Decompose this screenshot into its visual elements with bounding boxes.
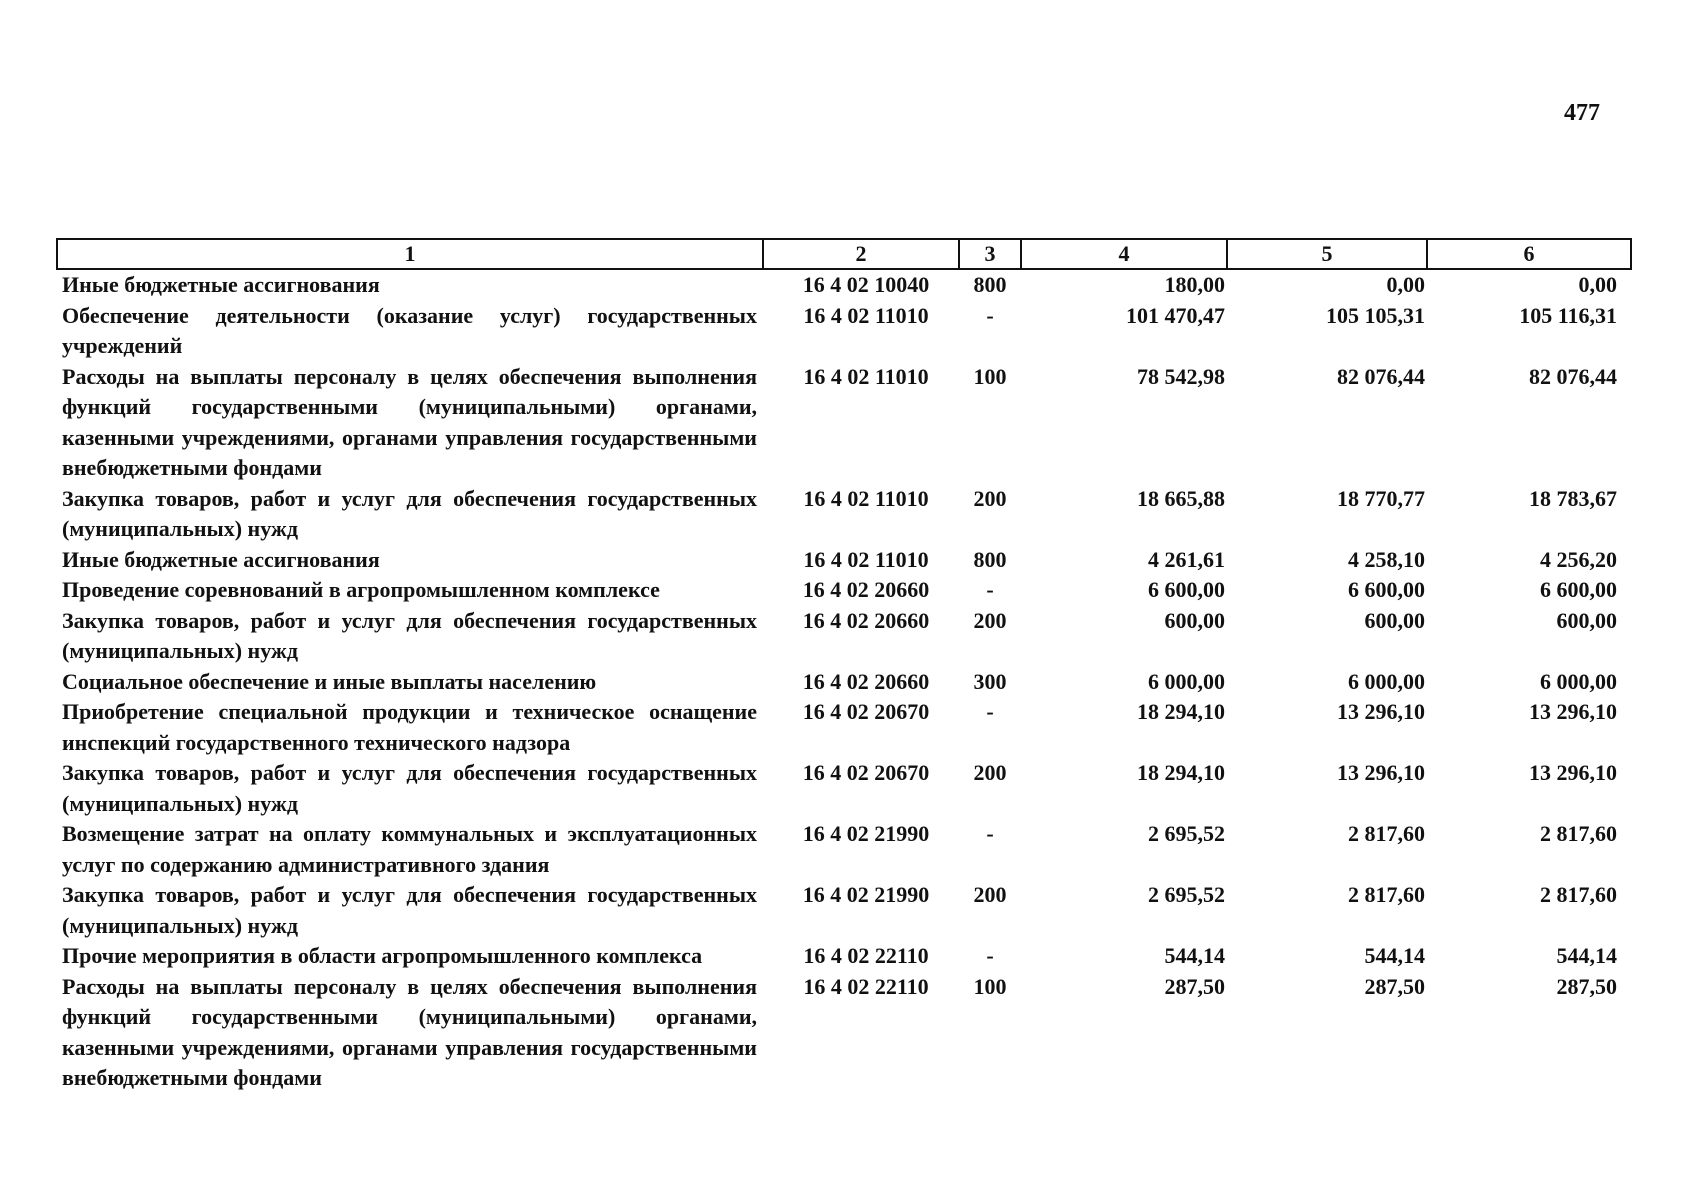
row-value-col6-cell: 544,14 (1556, 943, 1617, 968)
row-value-col4-cell: 6 000,00 (1148, 668, 1225, 694)
row-value-col6-cell: 105 116,31 (1519, 302, 1617, 328)
row-name-cell: Проведение соревнований в агропромышленном комплексе (62, 577, 660, 602)
page-number: 477 (1564, 100, 1600, 126)
row-value-col4-cell: 544,14 (1164, 943, 1225, 968)
row-name-cell: Иные бюджетные ассигнования (62, 272, 380, 297)
row-name-cell: Закупка товаров, работ и услуг для обеспечения государственных (муниципальных) нужд (62, 882, 757, 938)
table-row (57, 758, 1631, 819)
row-value-col5-cell: 6 600,00 (1348, 577, 1425, 602)
row-code-cell: 16 4 02 20670 (802, 699, 930, 724)
row-value-col5-cell: 105 105,31 (1326, 302, 1425, 328)
row-name-cell: Приобретение специальной продукции и техническое оснащение инспекций государственного технического надзора (62, 699, 757, 755)
row-code-cell: 16 4 02 11010 (803, 546, 929, 572)
row-code-cell: 16 4 02 21990 (802, 821, 930, 846)
row-value-col5-cell: 2 817,60 (1348, 882, 1425, 907)
table-row (57, 545, 1631, 576)
row-value-col5-cell: 4 258,10 (1348, 546, 1425, 572)
table-row (57, 575, 1631, 606)
header-row (57, 239, 1631, 269)
row-value-col4-cell: 101 470,47 (1126, 302, 1225, 328)
row-expense-type-cell: - (986, 821, 994, 846)
budget-table (56, 238, 1632, 1094)
row-value-col4-cell: 2 695,52 (1148, 821, 1225, 846)
row-value-col5-cell: 2 817,60 (1348, 821, 1425, 846)
table-body (57, 269, 1631, 1094)
row-expense-type-cell: 300 (973, 668, 1007, 694)
table-row (57, 941, 1631, 972)
row-expense-type-cell: - (986, 943, 994, 968)
row-value-col5-cell: 18 770,77 (1337, 485, 1425, 511)
row-name-cell: Расходы на выплаты персоналу в целях обеспечения выполнения функций государственными (муниципальными) органами, казенными учреждениями, органами управления государственными внебюджетными фондами (62, 363, 757, 480)
row-value-col6-cell: 2 817,60 (1540, 821, 1617, 846)
table-row (57, 667, 1631, 698)
row-expense-type-cell: - (986, 302, 994, 328)
row-value-col5-cell: 544,14 (1364, 943, 1425, 968)
row-expense-type-cell: 200 (973, 760, 1007, 785)
row-value-col6-cell: 4 256,20 (1540, 546, 1617, 572)
column-header-1: 1 (57, 239, 763, 269)
column-header-3: 3 (959, 239, 1021, 269)
row-value-col5-cell: 13 296,10 (1337, 699, 1425, 724)
row-code-cell: 16 4 02 21990 (802, 882, 930, 907)
row-name-cell: Иные бюджетные ассигнования (62, 546, 380, 572)
row-value-col6-cell: 82 076,44 (1529, 363, 1617, 389)
column-header-4: 4 (1021, 239, 1227, 269)
row-value-col5-cell: 287,50 (1364, 973, 1425, 999)
row-value-col5-cell: 0,00 (1386, 272, 1425, 297)
row-code-cell: 16 4 02 20660 (802, 607, 930, 633)
row-value-col6-cell: 13 296,10 (1529, 699, 1617, 724)
row-code-cell: 16 4 02 22110 (803, 943, 929, 968)
row-value-col6-cell: 18 783,67 (1529, 485, 1617, 511)
row-value-col6-cell: 6 600,00 (1540, 577, 1617, 602)
row-code-cell: 16 4 02 20670 (802, 760, 930, 785)
row-expense-type-cell: 100 (973, 973, 1007, 999)
row-expense-type-cell: 200 (973, 607, 1007, 633)
row-value-col5-cell: 82 076,44 (1337, 363, 1425, 389)
table-row (57, 819, 1631, 880)
row-name-cell: Социальное обеспечение и иные выплаты населению (62, 668, 597, 694)
row-expense-type-cell: - (986, 699, 994, 724)
row-value-col6-cell: 13 296,10 (1529, 760, 1617, 785)
row-value-col4-cell: 287,50 (1164, 973, 1225, 999)
row-value-col4-cell: 600,00 (1164, 607, 1225, 633)
row-code-cell: 16 4 02 10040 (802, 272, 930, 297)
row-value-col4-cell: 18 294,10 (1137, 760, 1225, 785)
row-code-cell: 16 4 02 22110 (803, 973, 929, 999)
row-name-cell: Закупка товаров, работ и услуг для обеспечения государственных (муниципальных) нужд (62, 485, 757, 541)
column-header-2: 2 (763, 239, 959, 269)
row-name-cell: Закупка товаров, работ и услуг для обеспечения государственных (муниципальных) нужд (62, 607, 757, 663)
row-value-col4-cell: 78 542,98 (1137, 363, 1225, 389)
column-header-6: 6 (1427, 239, 1631, 269)
row-value-col4-cell: 18 294,10 (1137, 699, 1225, 724)
table-row (57, 697, 1631, 758)
row-value-col4-cell: 6 600,00 (1148, 577, 1225, 602)
row-value-col6-cell: 0,00 (1578, 272, 1617, 297)
row-value-col5-cell: 13 296,10 (1337, 760, 1425, 785)
table-row (57, 972, 1631, 1094)
row-value-col5-cell: 6 000,00 (1348, 668, 1425, 694)
row-code-cell: 16 4 02 20660 (802, 577, 930, 602)
row-name-cell: Закупка товаров, работ и услуг для обеспечения государственных (муниципальных) нужд (62, 760, 757, 816)
row-expense-type-cell: 200 (973, 882, 1007, 907)
row-name-cell: Расходы на выплаты персоналу в целях обеспечения выполнения функций государственными (муниципальными) органами, казенными учреждениями, органами управления государственными внебюджетными фондами (62, 973, 757, 1090)
column-header-5: 5 (1227, 239, 1427, 269)
row-code-cell: 16 4 02 11010 (803, 485, 929, 511)
table-row (57, 301, 1631, 362)
row-name-cell: Прочие мероприятия в области агропромышленного комплекса (62, 943, 703, 968)
row-value-col6-cell: 6 000,00 (1540, 668, 1617, 694)
table-header (57, 239, 1631, 269)
row-name-cell: Возмещение затрат на оплату коммунальных и эксплуатационных услуг по содержанию административного здания (62, 821, 757, 877)
row-expense-type-cell: 800 (973, 546, 1007, 572)
row-code-cell: 16 4 02 11010 (803, 302, 929, 328)
row-value-col4-cell: 2 695,52 (1148, 882, 1225, 907)
row-value-col6-cell: 287,50 (1556, 973, 1617, 999)
row-value-col6-cell: 2 817,60 (1540, 882, 1617, 907)
table-row (57, 880, 1631, 941)
table-row (57, 269, 1631, 301)
row-value-col4-cell: 180,00 (1164, 272, 1225, 297)
row-value-col4-cell: 4 261,61 (1148, 546, 1225, 572)
row-value-col6-cell: 600,00 (1556, 607, 1617, 633)
row-value-col5-cell: 600,00 (1364, 607, 1425, 633)
row-expense-type-cell: 100 (973, 363, 1007, 389)
row-code-cell: 16 4 02 20660 (802, 668, 930, 694)
table-row (57, 606, 1631, 667)
row-name-cell: Обеспечение деятельности (оказание услуг) государственных учреждений (62, 302, 757, 358)
row-code-cell: 16 4 02 11010 (803, 363, 929, 389)
table-row (57, 362, 1631, 484)
row-expense-type-cell: - (986, 577, 994, 602)
row-expense-type-cell: 800 (973, 272, 1007, 297)
row-value-col4-cell: 18 665,88 (1137, 485, 1225, 511)
table-row (57, 484, 1631, 545)
row-expense-type-cell: 200 (973, 485, 1007, 511)
